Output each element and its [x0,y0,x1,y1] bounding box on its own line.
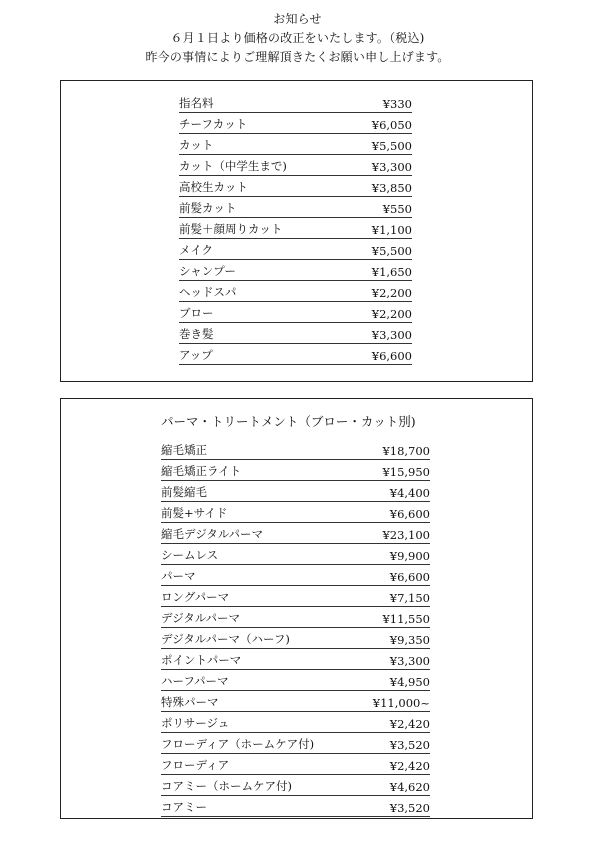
service-name: パーマ [161,569,196,583]
service-name: シームレス [161,548,219,562]
service-price: ¥11,550 [382,612,430,626]
service-price: ¥2,420 [389,717,430,731]
service-name: フローディア（ホームケア付) [161,737,315,751]
price-row [161,502,430,523]
service-name: 縮毛矯正ライト [161,464,242,478]
price-row [161,754,430,775]
service-name: コアミー（ホームケア付) [161,779,292,793]
price-row [179,260,412,281]
price-row [161,691,430,712]
service-price: ¥5,500 [371,244,412,258]
service-price: ¥18,700 [382,444,430,458]
price-row [161,439,430,460]
service-price: ¥6,600 [389,570,430,584]
service-name: デジタルパーマ [161,611,241,625]
service-price: ¥15,950 [382,465,430,479]
service-price: ¥2,420 [389,759,430,773]
service-name: ポイントパーマ [161,653,242,667]
price-row [179,134,412,155]
service-price: ¥4,400 [389,486,430,500]
service-name: 前髪カット [179,201,237,215]
service-price: ¥3,850 [371,181,412,195]
price-row [161,712,430,733]
service-name: カット [179,138,214,152]
service-name: 前髪縮毛 [161,485,207,499]
service-price: ¥3,300 [389,654,430,668]
price-row [161,460,430,481]
service-price: ¥2,200 [371,307,412,321]
price-row [179,239,412,260]
perm-treatment-box [60,398,533,819]
service-name: 特殊パーマ [161,695,219,709]
price-row [179,323,412,344]
price-row [179,197,412,218]
price-row [179,176,412,197]
perm-menu-list [161,439,430,817]
price-row [161,628,430,649]
service-name: ヘッドスパ [179,285,237,299]
price-row [179,218,412,239]
service-name: チーフカット [179,117,248,131]
price-row [161,775,430,796]
notice-header [0,10,595,67]
service-price: ¥4,950 [389,675,430,689]
service-price: ¥3,520 [389,738,430,752]
service-price: ¥5,500 [371,139,412,153]
basic-menu-list [179,92,412,365]
service-name: ロングパーマ [161,590,230,604]
price-row [161,481,430,502]
service-name: 縮毛デジタルパーマ [161,527,264,541]
basic-menu-box [60,80,533,382]
service-name: アップ [179,348,213,362]
service-name: 前髪+サイド [161,506,228,520]
service-name: ポリサージュ [161,716,230,730]
service-name: 指名料 [179,96,214,110]
service-name: フローディア [161,758,230,772]
price-row [179,344,412,365]
service-name: 前髪＋顔周りカット [179,222,283,236]
service-price: ¥23,100 [382,528,430,542]
service-price: ¥1,650 [371,265,412,279]
service-price: ¥6,600 [371,349,412,363]
service-price: ¥3,300 [371,328,412,342]
notice-title: お知らせ [273,12,322,26]
price-row [179,155,412,176]
service-price: ¥550 [382,202,412,216]
service-price: ¥330 [382,97,412,111]
price-row [161,733,430,754]
price-row [161,586,430,607]
service-name: デジタルパーマ（ハーフ) [161,632,290,646]
service-name: カット（中学生まで) [179,159,287,173]
service-name: 巻き髪 [179,327,214,341]
service-name: ハーフパーマ [161,674,229,688]
price-row [179,302,412,323]
price-row [161,565,430,586]
price-row [161,649,430,670]
price-row [179,92,412,113]
price-row [161,670,430,691]
service-price: ¥2,200 [371,286,412,300]
service-price: ¥9,900 [389,549,430,563]
price-row [161,796,430,817]
service-name: 縮毛矯正 [161,443,207,457]
service-name: ブロー [179,306,214,320]
notice-apology: 昨今の事情によりご理解頂きたくお願い申し上げます。 [145,50,450,64]
service-price: ¥7,150 [389,591,430,605]
price-row [179,113,412,134]
service-name: 高校生カット [179,180,248,194]
service-price: ¥3,300 [371,160,412,174]
service-price: ¥1,100 [371,223,412,237]
price-row [179,281,412,302]
price-row [161,544,430,565]
service-price: ¥11,000~ [372,696,430,710]
service-name: シャンプー [179,264,236,278]
perm-section-title: パーマ・トリートメント（ブロー・カット別) [161,414,416,429]
service-price: ¥3,520 [389,801,430,815]
service-name: コアミー [161,800,207,814]
service-name: メイク [179,243,214,257]
service-price: ¥4,620 [389,780,430,794]
price-row [161,523,430,544]
service-price: ¥6,050 [371,118,412,132]
service-price: ¥6,600 [389,507,430,521]
service-price: ¥9,350 [389,633,430,647]
price-row [161,607,430,628]
notice-price-change: ６月１日より価格の改正をいたします。（税込) [170,31,425,45]
